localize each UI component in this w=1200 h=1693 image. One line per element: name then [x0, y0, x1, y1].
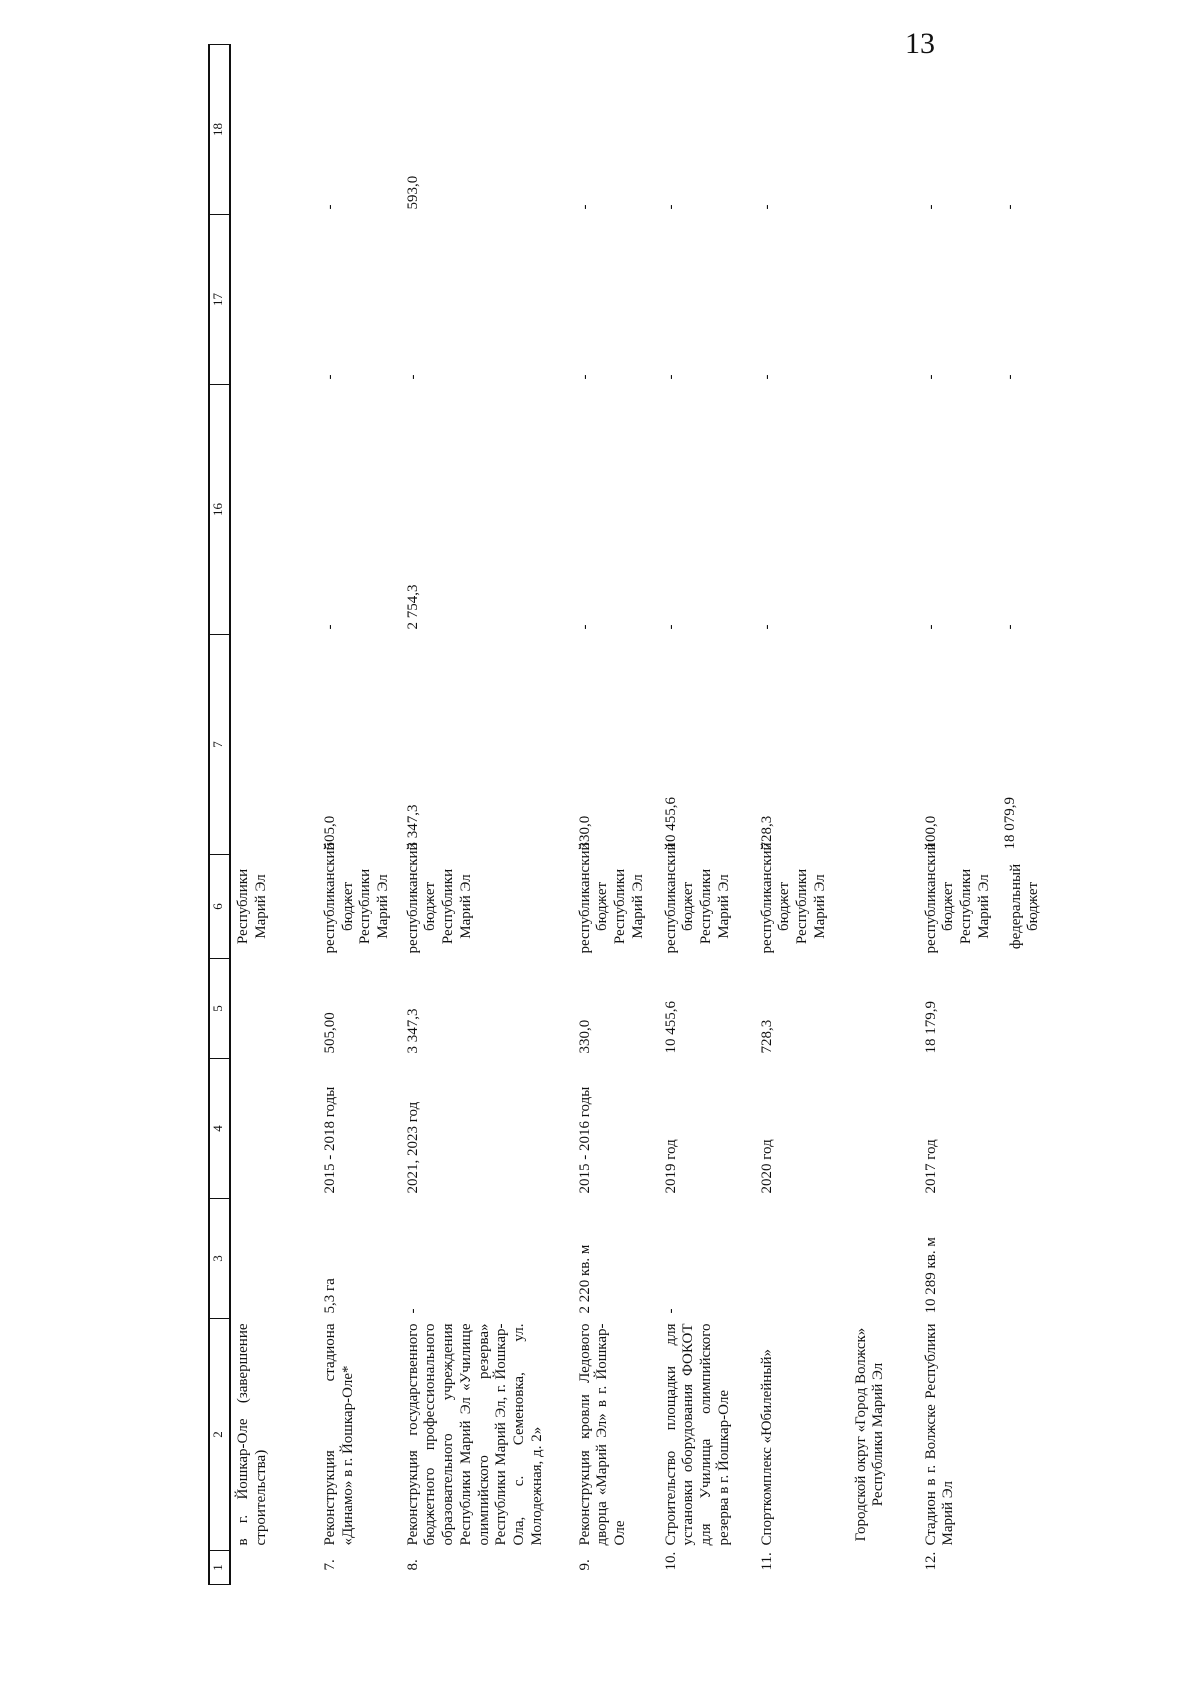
row-period: 2015 - 2016 годы — [576, 1086, 593, 1194]
row-source-value: федеральный бюджет — [1007, 863, 1042, 950]
column-header: 5 — [209, 959, 230, 1059]
row-total: 330,0 — [576, 1019, 593, 1054]
row-col18-value: - — [1002, 204, 1019, 210]
blank-cell — [853, 635, 923, 855]
row-col16 — [322, 385, 405, 635]
row-col18-value: - — [576, 204, 593, 210]
row-col17-value: - — [404, 374, 421, 380]
row-capacity: 10 289 кв. м — [922, 1237, 939, 1314]
row-col16-value: - — [922, 624, 939, 630]
row-col17-value: - — [758, 374, 775, 380]
row-amount — [405, 635, 577, 855]
row-col16 — [923, 385, 1073, 635]
row-col17 — [663, 215, 759, 385]
row-col16-value: - — [322, 624, 338, 630]
row-col17 — [759, 215, 853, 385]
row-source-value: республиканский бюджет Республики Марий Эл — [576, 842, 646, 954]
row-number: 12. — [922, 1551, 939, 1571]
row-source — [922, 842, 1073, 959]
row-object-name: Строительство площадки для установки оборудования ФОКОТ для Училища олимпийского резерва в г. Йошкар-Оле — [662, 1323, 732, 1546]
row-total: 505,00 — [322, 1012, 338, 1054]
row-source — [576, 842, 663, 959]
row-object-name: Реконструкция государственного бюджетного профессионального образовательного учреждения Республики Марий Эл «Училище олимпийского резерва» Республики Марий Эл, г. Йошкар-Ола, с. Семеновка, ул. Молодежная, д. 2» — [404, 1323, 545, 1546]
row-col17-value: - — [576, 374, 593, 380]
district-heading: Городской округ «Город Волжск» Республики Марий Эл — [852, 1327, 887, 1542]
row-source — [322, 842, 405, 959]
row-col16 — [577, 385, 663, 635]
column-header: 1 — [209, 1551, 230, 1585]
column-header: 4 — [209, 1059, 230, 1199]
row-col17 — [577, 215, 663, 385]
row-period: 2017 год — [922, 1139, 939, 1194]
table-rows — [322, 45, 1073, 1585]
blank-cell — [853, 1059, 923, 1199]
row-amount-value: 330,0 — [576, 815, 593, 850]
table-row — [663, 45, 759, 1585]
row-col16 — [405, 385, 577, 635]
row-col16-value: - — [662, 624, 679, 630]
blank-cell — [853, 1199, 923, 1319]
row-col18-value: - — [758, 204, 775, 210]
row-capacity: 2 220 кв. м — [576, 1244, 593, 1314]
row-period: 2019 год — [662, 1139, 679, 1194]
row-amount-value: 3 347,3 — [404, 804, 421, 850]
row-source — [404, 842, 577, 959]
row-period: 2020 год — [758, 1139, 775, 1194]
table-row — [923, 45, 1073, 1585]
row-col18-value: 593,0 — [404, 175, 421, 210]
row-col16-value: - — [576, 624, 593, 630]
row-col18 — [405, 45, 577, 215]
budget-table — [208, 44, 1073, 1585]
row-number: 8. — [404, 1559, 421, 1571]
intro-row — [230, 45, 322, 1585]
row-object-name: Реконструкция стадиона «Динамо» в г. Йошкар-Оле* — [322, 1323, 356, 1546]
row-period: 2021, 2023 год — [404, 1101, 421, 1194]
row-col16-value: - — [758, 624, 775, 630]
row-number: 10. — [662, 1551, 679, 1571]
row-col17 — [322, 215, 405, 385]
page-number: 13 — [905, 27, 935, 60]
row-col16-value: 2 754,3 — [404, 584, 421, 630]
row-amount-value: 505,0 — [322, 815, 338, 850]
column-header: 6 — [209, 855, 230, 959]
row-amount-value: 18 079,9 — [1002, 797, 1019, 850]
rotated-table-page — [208, 45, 1200, 1585]
row-col18 — [663, 45, 759, 215]
column-header: 2 — [209, 1319, 230, 1551]
row-object-name: Спорткомплекс «Юбилейный» — [758, 1349, 775, 1546]
column-header: 18 — [209, 45, 230, 215]
blank-cell — [853, 45, 923, 215]
row-source-value: республиканский бюджет Республики Марий Эл — [662, 842, 732, 954]
blank-cell — [853, 1551, 923, 1585]
row-number: 11. — [758, 1552, 775, 1571]
row-amount — [577, 635, 663, 855]
row-col17-value: - — [662, 374, 679, 380]
row-amount — [322, 635, 405, 855]
row-col17-value: - — [322, 374, 338, 380]
row-number: 9. — [576, 1559, 593, 1571]
blank-cell — [853, 855, 923, 959]
header-row — [209, 45, 230, 1585]
row-total: 10 455,6 — [662, 1001, 679, 1054]
row-total: 18 179,9 — [922, 1001, 939, 1054]
row-col18 — [322, 45, 405, 215]
intro-row-name: в г. Йошкар-Оле (завершение строительства) — [235, 1323, 269, 1546]
row-amount — [759, 635, 853, 855]
row-amount-value: 100,0 — [922, 815, 939, 850]
row-col16 — [759, 385, 853, 635]
row-object-name: Реконструкция кровли Ледового дворца «Марий Эл» в г. Йошкар-Оле — [576, 1323, 629, 1546]
table-row — [577, 45, 663, 1585]
row-col18 — [577, 45, 663, 215]
row-source-value: республиканский бюджет Республики Марий Эл — [322, 842, 392, 954]
row-source-value: республиканский бюджет Республики Марий Эл — [922, 842, 992, 954]
row-total: 728,3 — [758, 1019, 775, 1054]
row-amount — [923, 635, 1073, 855]
row-capacity: - — [404, 1308, 421, 1314]
row-col17 — [923, 215, 1073, 385]
row-col18-value: - — [322, 204, 338, 210]
row-col18 — [759, 45, 853, 215]
column-header: 7 — [209, 635, 230, 855]
row-capacity: - — [662, 1308, 679, 1314]
column-header: 3 — [209, 1199, 230, 1319]
row-number: 7. — [322, 1559, 338, 1571]
intro-row-source: Республики Марий Эл — [235, 868, 269, 945]
table-row — [322, 45, 405, 1585]
district-heading-row — [853, 45, 923, 1585]
table-row — [405, 45, 577, 1585]
row-col18-value: - — [922, 204, 939, 210]
row-source — [662, 842, 759, 959]
column-header: 16 — [209, 385, 230, 635]
blank-cell — [853, 385, 923, 635]
column-header: 17 — [209, 215, 230, 385]
row-amount — [663, 635, 759, 855]
row-object-name: Стадион в г. Волжске Республики Марий Эл — [922, 1323, 957, 1546]
row-total: 3 347,3 — [404, 1008, 421, 1054]
row-period: 2015 - 2018 годы — [322, 1086, 338, 1194]
row-col16 — [663, 385, 759, 635]
row-capacity: 5,3 га — [322, 1278, 338, 1314]
row-amount-value: 10 455,6 — [662, 797, 679, 850]
row-col16-value: - — [1002, 624, 1019, 630]
row-col18-value: - — [662, 204, 679, 210]
row-source — [758, 842, 853, 959]
blank-cell — [853, 215, 923, 385]
row-col17 — [405, 215, 577, 385]
blank-cell — [853, 959, 923, 1059]
table-row — [759, 45, 853, 1585]
row-col18 — [923, 45, 1073, 215]
row-amount-value: 728,3 — [758, 815, 775, 850]
row-capacity — [759, 1199, 853, 1319]
row-col17-value: - — [1002, 374, 1019, 380]
row-col17-value: - — [922, 374, 939, 380]
row-source-value: республиканский бюджет Республики Марий Эл — [758, 842, 828, 954]
row-source-value: республиканский бюджет Республики Марий Эл — [404, 842, 474, 954]
